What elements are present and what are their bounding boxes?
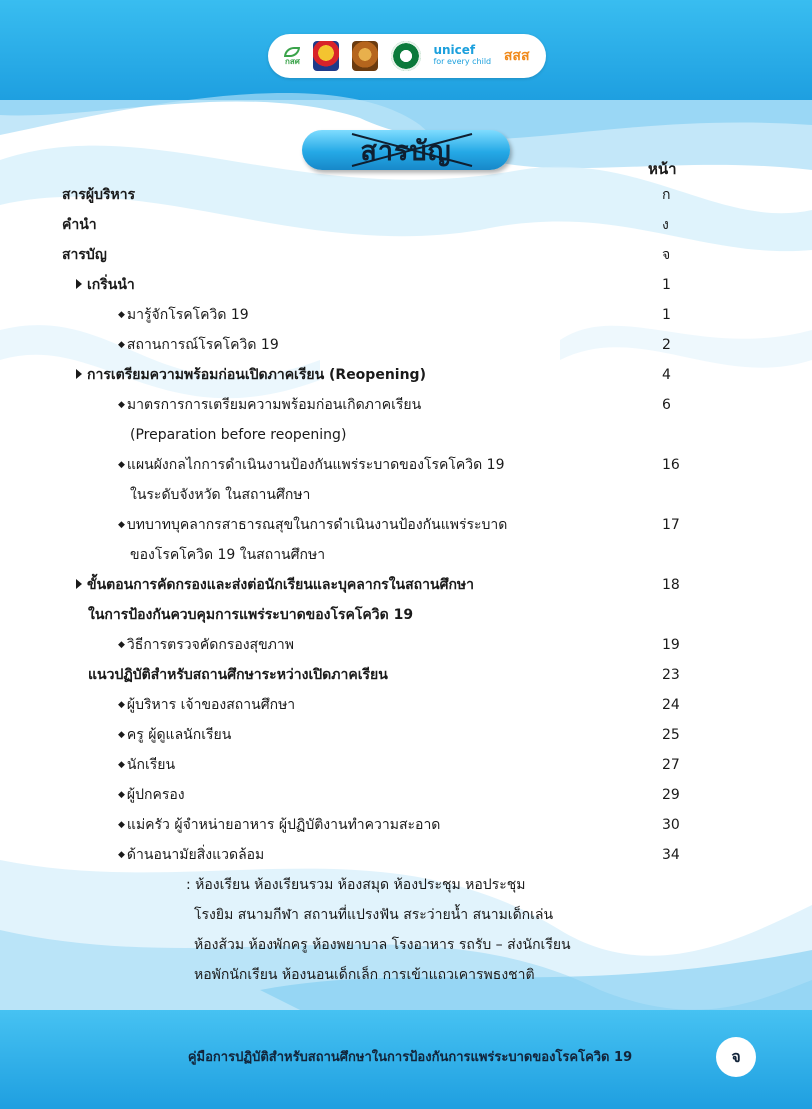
toc-page: 24 — [662, 697, 680, 713]
diamond-bullet-icon: ◆ — [118, 790, 125, 800]
toc-item-health-personnel-role-cont: ของโรคโควิด 19 ในสถานศึกษา — [130, 547, 326, 563]
toc-page: ก — [662, 187, 671, 203]
toc-item-executive-message[interactable]: สารผู้บริหาร — [62, 187, 136, 203]
diamond-bullet-icon: ◆ — [118, 700, 125, 710]
toc-item-mechanism-chart[interactable]: ◆ แผนผังกลไกการดำเนินงานป้องกันแพร่ระบาดของโรคโควิด 19 — [118, 457, 505, 473]
toc-item-administrators[interactable]: ◆ ผู้บริหาร เจ้าของสถานศึกษา — [118, 697, 296, 713]
toc-page: 6 — [662, 397, 671, 413]
toc-item-mechanism-chart-cont: ในระดับจังหวัด ในสถานศึกษา — [130, 487, 311, 503]
toc-item-prep-measures-cont: (Preparation before reopening) — [130, 427, 347, 443]
diamond-bullet-icon: ◆ — [118, 760, 125, 770]
toc-item-covid-situation[interactable]: ◆ สถานการณ์โรคโควิด 19 — [118, 337, 279, 353]
diamond-bullet-icon: ◆ — [118, 640, 125, 650]
toc-item-kitchen-cleaning[interactable]: ◆ แม่ครัว ผู้จำหน่ายอาหาร ผู้ปฏิบัติงานทำความสะอาด — [118, 817, 441, 833]
toc-item-parents[interactable]: ◆ ผู้ปกครอง — [118, 787, 185, 803]
triangle-bullet-icon — [76, 369, 82, 379]
page-number-badge: จ — [716, 1037, 756, 1077]
toc-item-prep-measures[interactable]: ◆ มาตรการการเตรียมความพร้อมก่อนเกิดภาคเรียน — [118, 397, 422, 413]
toc-page: 27 — [662, 757, 680, 773]
diamond-bullet-icon: ◆ — [118, 460, 125, 470]
obec-seal-icon — [352, 41, 378, 71]
moe-seal-icon — [313, 41, 339, 71]
toc-item-health-screening[interactable]: ◆ วิธีการตรวจคัดกรองสุขภาพ — [118, 637, 294, 653]
toc-page: 2 — [662, 337, 671, 353]
toc-item-screening-steps[interactable]: ขั้นตอนการคัดกรองและส่งต่อนักเรียนและบุคลากรในสถานศึกษา — [76, 575, 474, 595]
partner-logos — [268, 34, 546, 78]
title-banner — [302, 130, 510, 170]
diamond-bullet-icon: ◆ — [118, 730, 125, 740]
toc-page: 19 — [662, 637, 680, 653]
page-title: สารบัญ — [360, 135, 452, 167]
toc-page: 16 — [662, 457, 680, 473]
environment-note-line: โรงยิม สนามกีฬา สถานที่แปรงฟัน สระว่ายน้ำ สนามเด็กเล่น — [194, 907, 554, 923]
environment-note-line: หอพักนักเรียน ห้องนอนเด็กเล็ก การเข้าแถวเคารพธงชาติ — [194, 967, 535, 983]
toc-page: 34 — [662, 847, 680, 863]
toc-page: ง — [662, 217, 669, 233]
toc-item-preface[interactable]: คำนำ — [62, 217, 97, 233]
triangle-bullet-icon — [76, 279, 82, 289]
toc-item-know-covid[interactable]: ◆ มารู้จักโรคโควิด 19 — [118, 307, 249, 323]
toc-item-screening-steps-cont: ในการป้องกันควบคุมการแพร่ระบาดของโรคโควิด 19 — [88, 607, 414, 623]
toc-item-health-personnel-role[interactable]: ◆ บทบาทบุคลากรสาธารณสุขในการดำเนินงานป้องกันแพร่ระบาด — [118, 517, 508, 533]
diamond-bullet-icon: ◆ — [118, 520, 125, 530]
toc-page: 18 — [662, 577, 680, 593]
toc-page: 17 — [662, 517, 680, 533]
thaihealth-logo: สสส — [503, 48, 530, 64]
environment-note-line: ห้องส้วม ห้องพักครู ห้องพยาบาล โรงอาหาร รถรับ – ส่งนักเรียน — [194, 937, 571, 953]
page-column-header: หน้า — [648, 160, 677, 178]
diamond-bullet-icon: ◆ — [118, 400, 125, 410]
toc-page: 30 — [662, 817, 680, 833]
toc-item-teachers[interactable]: ◆ ครู ผู้ดูแลนักเรียน — [118, 727, 232, 743]
toc-item-contents[interactable]: สารบัญ — [62, 247, 107, 263]
toc-item-school-guidelines[interactable]: แนวปฏิบัติสำหรับสถานศึกษาระหว่างเปิดภาคเรียน — [88, 667, 388, 683]
toc-page: 25 — [662, 727, 680, 743]
toc-page: 1 — [662, 307, 671, 323]
toc-page: จ — [662, 247, 671, 263]
moph-seal-icon — [391, 41, 421, 71]
toc-page: 29 — [662, 787, 680, 803]
triangle-bullet-icon — [76, 579, 82, 589]
unicef-logo: unicef for every child — [433, 43, 492, 66]
environment-note-line: : ห้องเรียน ห้องเรียนรวม ห้องสมุด ห้องประชุม หอประชุม — [186, 877, 526, 893]
toc-item-students[interactable]: ◆ นักเรียน — [118, 757, 176, 773]
toc-page: 23 — [662, 667, 680, 683]
diamond-bullet-icon: ◆ — [118, 340, 125, 350]
toc-page: 1 — [662, 277, 671, 293]
diamond-bullet-icon: ◆ — [118, 850, 125, 860]
toc-item-reopening-prep[interactable]: การเตรียมความพร้อมก่อนเปิดภาคเรียน (Reopening) — [76, 365, 426, 385]
toc-item-environmental-health[interactable]: ◆ ด้านอนามัยสิ่งแวดล้อม — [118, 847, 265, 863]
kss-logo: กสศ — [284, 47, 300, 66]
footer-title: คู่มือการปฏิบัติสำหรับสถานศึกษาในการป้องกันการแพร่ระบาดของโรคโควิด 19 — [187, 1050, 633, 1065]
diamond-bullet-icon: ◆ — [118, 820, 125, 830]
diamond-bullet-icon: ◆ — [118, 310, 125, 320]
toc-page: 4 — [662, 367, 671, 383]
leaf-icon — [284, 47, 300, 57]
toc-item-introduction[interactable]: เกริ่นนำ — [76, 275, 135, 295]
